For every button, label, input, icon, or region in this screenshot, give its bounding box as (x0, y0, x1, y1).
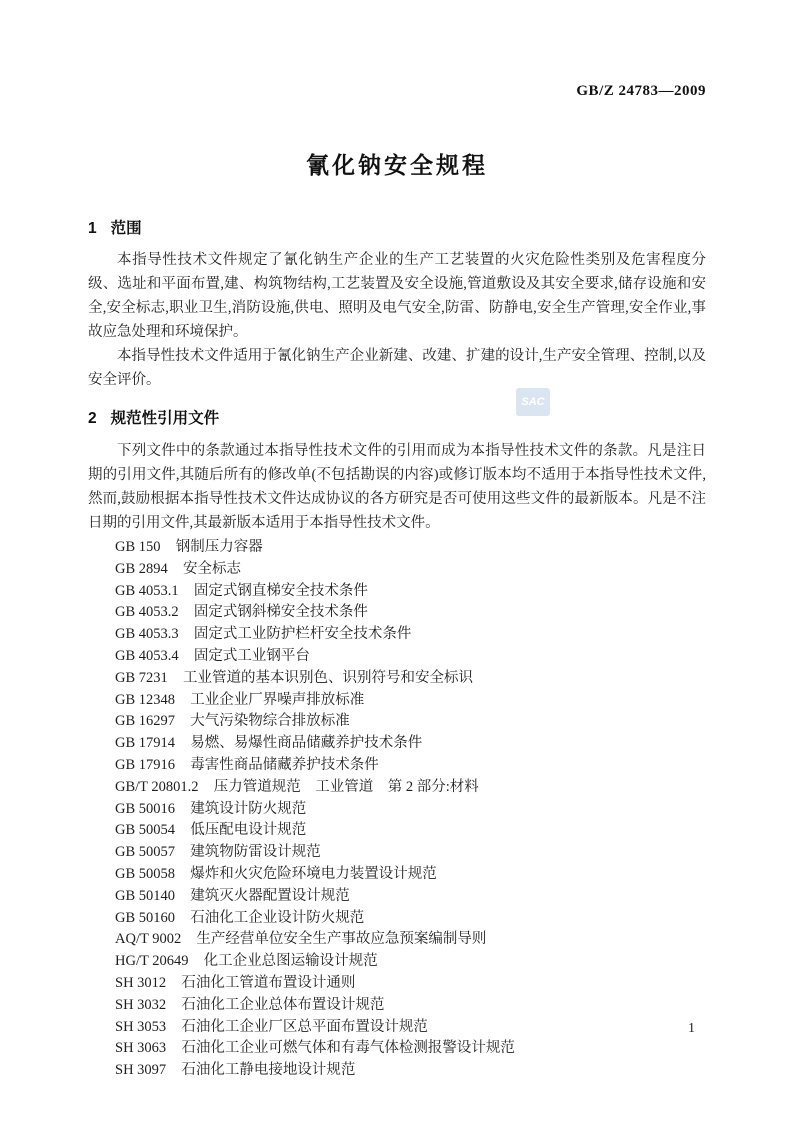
reference-item (115, 537, 706, 559)
reference-item (115, 1038, 706, 1060)
section-2-title: 规范性引用文件 (110, 410, 220, 427)
reference-item (115, 646, 706, 668)
reference-code: HG/T 20649 (115, 953, 189, 970)
reference-title: 建筑灭火器配置设计规范 (190, 887, 350, 904)
page-title: 氰化钠安全规程 (306, 152, 488, 178)
reference-item (115, 908, 706, 930)
reference-code: GB 4053.1 (115, 582, 179, 599)
reference-item (115, 864, 706, 886)
reference-title: 石油化工企业厂区总平面布置设计规范 (181, 1018, 428, 1035)
reference-title: 建筑设计防火规范 (190, 800, 307, 817)
reference-title: 建筑物防雷设计规范 (190, 844, 321, 861)
reference-item (115, 929, 706, 951)
reference-code: GB 150 (115, 539, 161, 555)
reference-item (115, 711, 706, 733)
reference-code: GB 50054 (115, 822, 176, 839)
reference-title: 安全标志 (183, 560, 241, 577)
reference-code: GB 12348 (115, 691, 176, 708)
reference-code: SH 3053 (115, 1018, 167, 1035)
reference-code: GB 50058 (115, 865, 176, 882)
reference-code: GB 50016 (115, 800, 176, 817)
reference-item (115, 842, 706, 864)
page-number: 1 (688, 1021, 695, 1036)
reference-item (115, 995, 706, 1017)
reference-title: 固定式工业防护栏杆安全技术条件 (193, 626, 412, 643)
reference-code: GB 50140 (115, 887, 176, 904)
reference-title: 毒害性商品储藏养护技术条件 (190, 756, 379, 773)
reference-title: 生产经营单位安全生产事故应急预案编制导则 (196, 931, 487, 948)
reference-title: 石油化工企业可燃气体和有毒气体检测报警设计规范 (181, 1040, 515, 1057)
reference-title: 石油化工企业总体布置设计规范 (181, 996, 385, 1013)
section-2-heading (88, 406, 706, 428)
reference-code: AQ/T 9002 (115, 931, 182, 948)
reference-title: 石油化工企业设计防火规范 (190, 909, 365, 926)
reference-code: GB 4053.4 (115, 647, 179, 664)
reference-item (115, 624, 706, 646)
section-2-paragraph-1: 下列文件中的条款通过本指导性技术文件的引用而成为本指导性技术文件的条款。凡是注日期的引用文件,其随后所有的修改单(不包括勘误的内容)或修订版本均不适用于本指导性技术文件,然而,鼓励根据本指导性技术文件达成协议的各方研究是否可使用这些文件的最新版本。凡是不注日期的引用文件,其最新版本适用于本指导性技术文件。 (88, 443, 706, 531)
reference-title: 固定式钢斜梯安全技术条件 (193, 604, 368, 621)
section-1-paragraph-2: 本指导性技术文件适用于氰化钠生产企业新建、改建、扩建的设计,生产安全管理、控制,以及安全评价。 (88, 348, 706, 388)
reference-title: 易燃、易爆性商品储藏养护技术条件 (190, 735, 423, 752)
reference-title: 工业管道的基本识别色、识别符号和安全标识 (183, 669, 473, 686)
document-body (88, 216, 706, 1082)
reference-code: GB 50057 (115, 844, 176, 861)
reference-title: 低压配电设计规范 (190, 822, 307, 839)
reference-list (88, 537, 706, 1082)
reference-code: SH 3097 (115, 1062, 167, 1079)
reference-item (115, 755, 706, 777)
reference-code: GB 50160 (115, 909, 176, 926)
reference-code: SH 3032 (115, 996, 167, 1013)
reference-item (115, 886, 706, 908)
reference-title: 固定式工业钢平台 (193, 647, 310, 664)
reference-item (115, 690, 706, 712)
section-1-title: 范围 (110, 220, 142, 237)
reference-code: GB 7231 (115, 669, 168, 686)
reference-item (115, 799, 706, 821)
reference-title: 石油化工静电接地设计规范 (181, 1062, 356, 1079)
reference-code: GB 17916 (115, 756, 176, 773)
standard-code: GB/Z 24783—2009 (576, 83, 706, 99)
reference-code: GB 2894 (115, 560, 168, 577)
section-1-paragraph-1: 本指导性技术文件规定了氰化钠生产企业的生产工艺装置的火灾危险性类别及危害程度分级、选址和平面布置,建、构筑物结构,工艺装置及安全设施,管道敷设及其安全要求,储存设施和安全,安全标志,职业卫生,消防设施,供电、照明及电气安全,防雷、防静电,安全生产管理,安全作业,事故应急处理和环境保护。 (88, 252, 706, 340)
reference-item (115, 668, 706, 690)
reference-code: GB 17914 (115, 735, 176, 752)
reference-item (115, 820, 706, 842)
sac-watermark-icon: SAC (516, 388, 550, 416)
reference-title: 石油化工管道布置设计通则 (181, 974, 356, 991)
reference-title: 工业企业厂界噪声排放标准 (190, 691, 365, 708)
reference-code: GB/T 20801.2 (115, 778, 199, 795)
reference-item (115, 1060, 706, 1082)
section-1-heading (88, 216, 706, 238)
reference-item (115, 733, 706, 755)
reference-code: GB 4053.2 (115, 604, 179, 621)
reference-code: SH 3063 (115, 1040, 167, 1057)
reference-item (115, 581, 706, 603)
reference-item (115, 951, 706, 973)
reference-code: GB 16297 (115, 713, 176, 730)
reference-item (115, 973, 706, 995)
section-2-number: 2 (88, 410, 97, 427)
reference-title: 钢制压力容器 (175, 539, 263, 555)
section-1-number: 1 (88, 220, 97, 237)
reference-title: 压力管道规范 工业管道 第 2 部分:材料 (213, 778, 479, 795)
reference-item (115, 777, 706, 799)
reference-title: 爆炸和火灾危险环境电力装置设计规范 (190, 865, 437, 882)
reference-title: 化工企业总图运输设计规范 (203, 953, 378, 970)
reference-title: 固定式钢直梯安全技术条件 (193, 582, 368, 599)
reference-title: 大气污染物综合排放标准 (190, 713, 350, 730)
reference-item (115, 1017, 706, 1039)
reference-item (115, 602, 706, 624)
reference-code: GB 4053.3 (115, 626, 179, 643)
reference-item (115, 559, 706, 581)
reference-code: SH 3012 (115, 974, 167, 991)
